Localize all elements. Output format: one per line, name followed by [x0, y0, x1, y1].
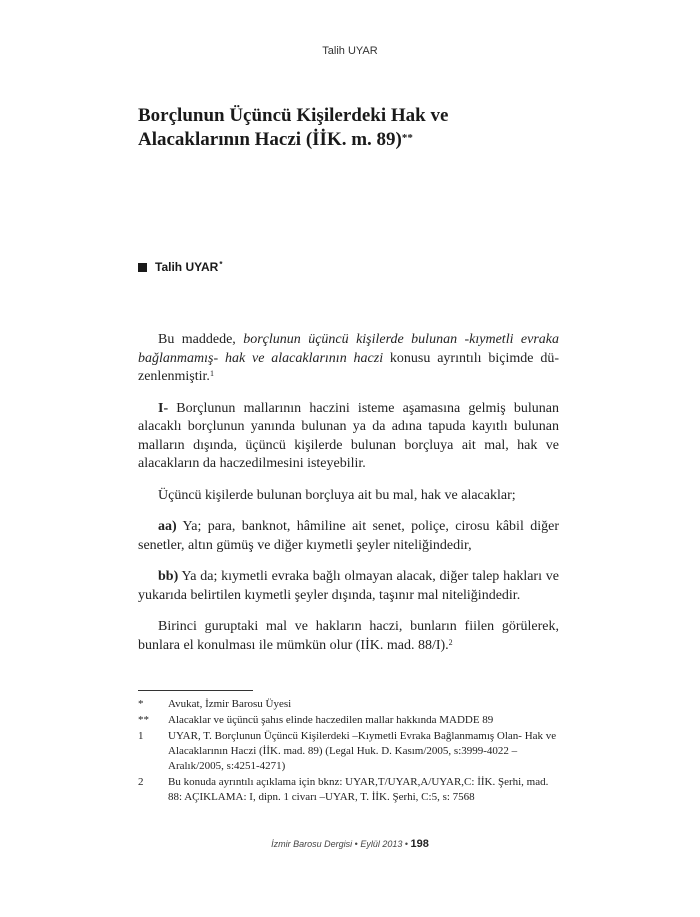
- footnote-ref-1: 1: [209, 369, 214, 378]
- paragraph-1: [138, 331, 559, 387]
- journal-name: İzmir Barosu Dergisi: [271, 839, 353, 849]
- p6-text: Birinci guruptaki mal ve hakların haczi, bunların fiilen görülerek, bunlara el konulması ile mümkün olur (IİK. mad. 88/I).: [138, 619, 559, 653]
- author-name: Talih UYAR: [155, 260, 219, 274]
- title-footnote-mark: **: [401, 132, 413, 144]
- paragraph-6: [138, 618, 559, 655]
- title-line-1: Borçlunun Üçüncü Kişilerdeki Hak ve: [138, 105, 449, 126]
- paragraph-5: [138, 568, 559, 605]
- p2-text: Borçlunun mallarının haczini isteme aşamasına gelmiş bulunan alacaklı borçlunun yanında bulunan ya da adına tapuda kayıtlı bulunan malların dışında, üçüncü kişilerde bulunan borçluya ait mal, hak ve alacakların da haczedilmesini isteyebilir.: [138, 400, 559, 471]
- author-footnote-mark: *: [219, 259, 223, 269]
- footnote-divider: [138, 690, 253, 691]
- footnote-ref-2: 2: [448, 637, 453, 647]
- footnote-mark: **: [138, 714, 149, 726]
- footnote-text: UYAR, T. Borçlunun Üçüncü Kişilerdeki –Kıymetli Evraka Bağlanmamış Olan- Hak ve Alacaklarının Haczi (İİK. mad. 89) (Legal Huk. D. Kasım/2005, s:3999-4022 – Aralık/2005, s:4251-4271): [168, 730, 557, 772]
- p5-label: bb): [158, 569, 179, 584]
- footer-separator: •: [402, 839, 411, 849]
- p1-text-c: konusu ayrıntılı biçimde düzenlenmiştir.: [138, 350, 559, 384]
- square-bullet-icon: [138, 263, 147, 272]
- p4-label: aa): [158, 519, 177, 534]
- p1-text-a: Bu maddede,: [158, 332, 244, 347]
- footnote-text: Alacaklar ve üçüncü şahıs elinde haczedilen mallar hakkında MADDE 89: [168, 714, 494, 726]
- paragraph-4: [138, 518, 559, 555]
- footnote-item: [138, 729, 559, 774]
- footnotes: [138, 697, 559, 806]
- footnote-text: Bu konuda ayrıntılı açıklama için bknz: UYAR,T/UYAR,A/UYAR,C: İİK. Şerhi, mad. 88: AÇIKLAMA: I, dipn. 1 civarı –UYAR, T. İİK. Şerhi, C:5, s: 7568: [168, 776, 549, 803]
- page-number: 198: [410, 838, 429, 850]
- page-footer: [0, 838, 700, 850]
- footnote-text: Avukat, İzmir Barosu Üyesi: [168, 698, 292, 710]
- paragraph-3: Üçüncü kişilerde bulunan borçluya ait bu mal, hak ve alacaklar;: [158, 487, 516, 503]
- footnote-item: [138, 713, 559, 728]
- issue-date: Eylül 2013: [360, 839, 403, 849]
- title-line-2: Alacaklarının Haczi (İİK. m. 89): [138, 129, 402, 150]
- p1-italic-phrase: borçlunun üçüncü kişilerde bulunan -kıymetli evraka bağlanmamış- hak ve alacaklarının haczi: [138, 332, 559, 366]
- footer-separator: •: [352, 839, 361, 849]
- footnote-mark: 2: [138, 776, 144, 788]
- article-title: [138, 104, 578, 152]
- running-head: Talih UYAR: [322, 45, 378, 57]
- author-line: [138, 260, 222, 274]
- footnote-item: [138, 697, 559, 712]
- paragraph-2: [138, 400, 559, 474]
- footnote-mark: 1: [138, 730, 144, 742]
- article-body: [138, 331, 559, 668]
- p2-label: I-: [158, 400, 169, 416]
- p5-text: Ya da; kıymetli evraka bağlı olmayan alacak, diğer talep hakları ve yukarıda belirtilen kıymetli şeyler dışında, taşınır mal niteliğindedir.: [138, 569, 559, 603]
- footnote-mark: *: [138, 698, 144, 710]
- footnote-item: [138, 775, 559, 805]
- p4-text: Ya; para, banknot, hâmiline ait senet, poliçe, cirosu kâbil diğer senetler, altın gümüş ve diğer kıymetli şeyler niteliğindedir,: [138, 519, 559, 553]
